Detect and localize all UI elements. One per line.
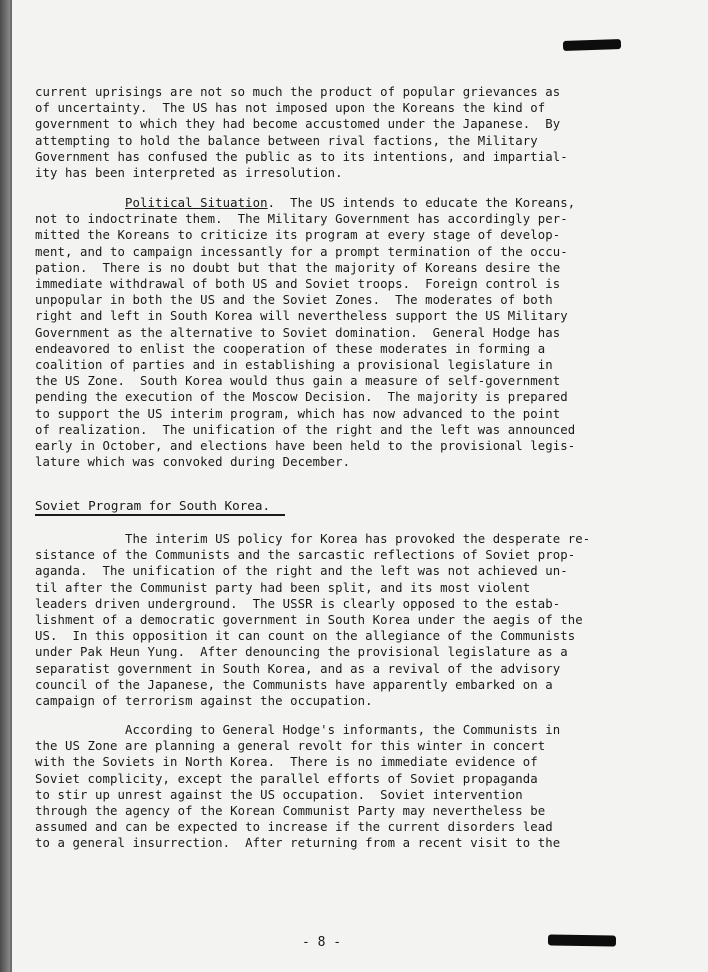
- redaction-bar-bottom: [548, 934, 616, 946]
- subheading-political-situation: Political Situation: [125, 196, 268, 210]
- page-left-edge-shadow: [0, 0, 10, 972]
- page-number: - 8 -: [302, 935, 342, 950]
- section-heading: Soviet Program for South Korea.: [35, 498, 271, 513]
- paragraph-hodge-informants: According to General Hodge's informants, the Communists in the US Zone are planning a general revolt for this winter in concert with the Soviets in North Korea. There is no immediate evidence of Soviet complicity, except the parallel efforts of Soviet propaganda to stir up unrest against the US occupation. Soviet intervention through the agency of the Korean Communist Party may nevertheless be assumed and can be expected to increase if the current disorders lead to a general insurrection. After returning from a recent visit to the: [35, 723, 561, 851]
- document-page: [10, 0, 708, 972]
- paragraph-political-situation: [35, 195, 635, 470]
- redaction-bar-top: [563, 39, 621, 51]
- paragraph-interim-policy: The interim US policy for Korea has provoked the desperate re- sistance of the Communists and the sarcastic reflections of Soviet prop- aganda. The unification of the right and the left was not achieved un- til after the Communist party had been split, and its most violent leaders driven underground. The USSR is clearly opposed to the estab- lishment of a democratic government in South Korea under the aegis of the US. In this opposition it can count on the allegiance of the Communists under Pak Heun Yung. After denouncing the provisional legislature as a separatist government in South Korea, and as a revival of the advisory council of the Japanese, the Communists have apparently embarked on a campaign of terrorism against the occupation.: [35, 532, 591, 709]
- section-heading-underline: [35, 514, 285, 516]
- paragraph-uncertainty: current uprisings are not so much the product of popular grievances as of uncertainty. The US has not imposed upon the Koreans the kind of government to which they had become accustomed under the Japanese. By attempting to hold the balance between rival factions, the Military Government has confused the public as to its intentions, and impartial- ity has been interpreted as irresolution.: [35, 85, 568, 181]
- paragraph-indent: [35, 196, 125, 210]
- paragraph-political-situation-body: . The US intends to educate the Koreans, not to indoctrinate them. The Military Government has accordingly per- mitted the Koreans to criticize its program at every stage of develop- ment, and to campaign incessantly for a prompt termination of the occu- pation. There is no doubt but that the majority of Koreans desire the immediate withdrawal of both US and Soviet troops. Foreign control is unpopular in both the US and the Soviet Zones. The moderates of both right and left in South Korea will nevertheless support the US Military Government as the alternative to Soviet domination. General Hodge has endeavored to enlist the cooperation of these moderates in forming a coalition of parties and in establishing a provisional legislature in the US Zone. South Korea would thus gain a measure of self-government pending the execution of the Moscow Decision. The majority is prepared to support the US interim program, which has now advanced to the point of realization. The unification of the right and the left was announced early in October, and elections have been held to the provisional legis- lature which was convoked during December.: [35, 196, 576, 470]
